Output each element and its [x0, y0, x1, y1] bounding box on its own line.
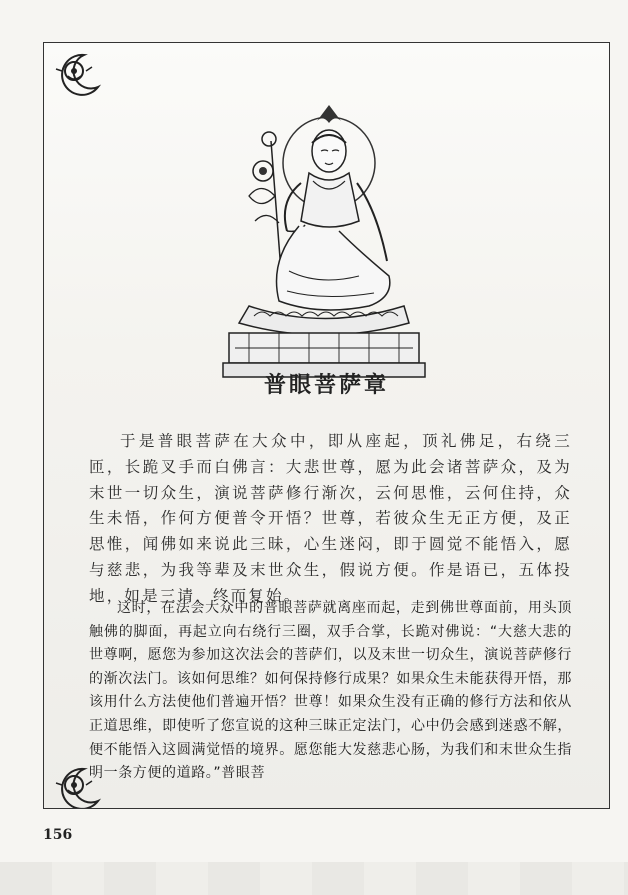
page-number: 156: [43, 827, 73, 843]
classical-text-paragraph: 于是普眼菩萨在大众中，即从座起，顶礼佛足，右绕三匝，长跪叉手而白佛言：大悲世尊，愿为此会诸菩萨众，及为末世一切众生，演说菩萨修行渐次，云何思惟，云何住持，众生未悟，作何方便普令开悟？世尊，若彼众生无正方便，及正思惟，闻佛如来说此三昧，心生迷闷，即于圆觉不能悟入，愿与慈悲，为我等辈及末世众生，假说方便。作是语已，五体投地，如是三请，终而复始。: [89, 432, 572, 605]
chapter-title: 普眼菩萨章: [263, 372, 389, 398]
conch-moon-ornament-icon: [54, 763, 104, 809]
scan-bottom-margin: [0, 862, 628, 895]
conch-moon-ornament-icon: [54, 49, 104, 99]
bodhisattva-illustration: [209, 101, 439, 401]
translation-paragraph: 这时，在法会大众中的普眼菩萨就离座而起，走到佛世尊面前，用头顶触佛的脚面，再起立向右绕行三圈，双手合掌，长跪对佛说：“大慈大悲的世尊啊，愿您为参加这次法会的菩萨们，以及末世一切众生，演说菩萨修行的渐次法门。该如何思维？如何保持修行成果？如果众生未能获得开悟，那该用什么方法使他们普遍开悟？世尊！如果众生没有正确的修行方法和依从正道思维，即使听了您宣说的这种三昧正定法门，心中仍会感到迷惑不解，便不能悟入这圆满觉悟的境界。愿您能大发慈悲心肠，为我们和末世众生指明一条方便的道路。”普眼菩: [89, 600, 572, 782]
page-frame: [43, 42, 610, 809]
